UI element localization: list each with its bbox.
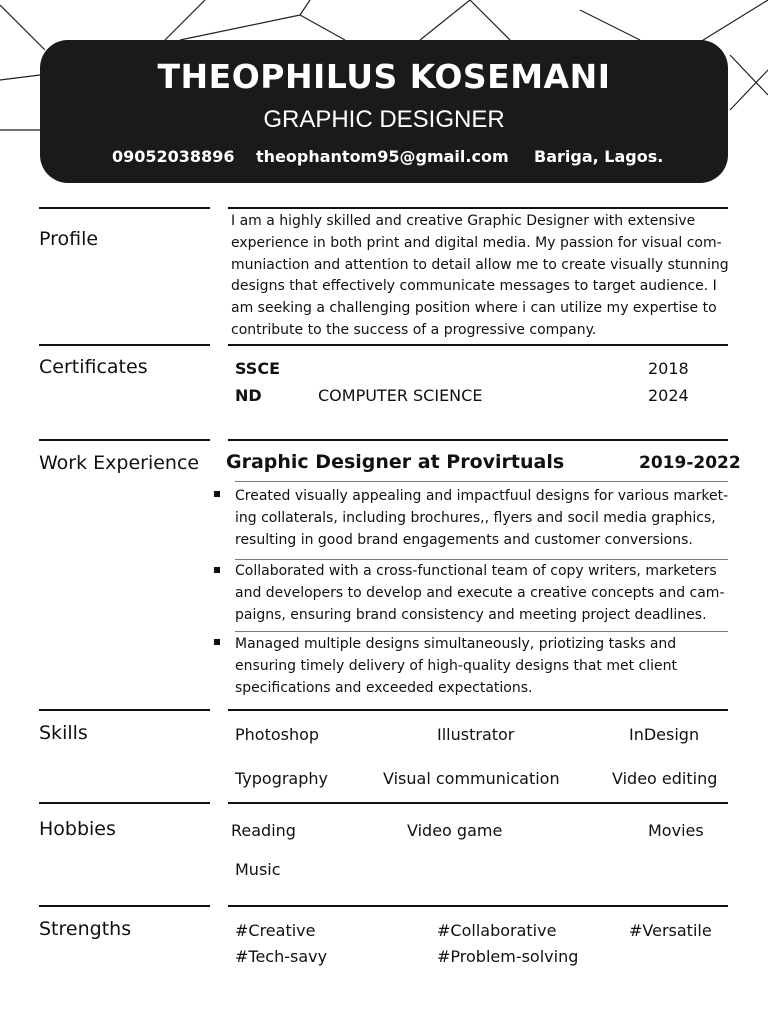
certificate-year: 2024 xyxy=(648,386,689,405)
section-divider xyxy=(228,802,728,804)
section-divider xyxy=(39,802,210,804)
certificate-year: 2018 xyxy=(648,359,689,378)
contact-phone: 09052038896 xyxy=(112,147,235,166)
skill-item: Photoshop xyxy=(235,725,320,744)
contact-location: Bariga, Lagos. xyxy=(534,147,664,166)
section-divider xyxy=(228,905,728,907)
job-bullet: Managed multiple designs simultaneously, priotizing tasks and ensuring timely delivery of high-quality designs that met client specifications and exceeded expectations. xyxy=(235,636,678,696)
hobby-item: Music xyxy=(235,860,281,879)
section-divider xyxy=(228,344,728,346)
skill-item: Typography xyxy=(235,769,328,788)
strength-item: #Tech-savy xyxy=(235,947,328,966)
skill-item: Video editing xyxy=(612,769,718,788)
section-label-profile: Profile xyxy=(39,228,99,250)
bullet-square-icon xyxy=(214,567,220,573)
job-position: Graphic Designer at Provirtuals xyxy=(226,451,565,473)
job-divider xyxy=(235,481,728,482)
bullet-square-icon xyxy=(214,491,220,497)
job-title-heading: GRAPHIC DESIGNER xyxy=(263,106,505,133)
section-label-skills: Skills xyxy=(39,722,88,744)
section-divider xyxy=(39,207,210,209)
skill-item: Visual communication xyxy=(383,769,560,788)
section-divider xyxy=(228,439,728,441)
skill-item: Illustrator xyxy=(437,725,515,744)
hobby-item: Reading xyxy=(231,821,296,840)
hobby-item: Video game xyxy=(407,821,503,840)
section-divider xyxy=(228,207,728,209)
hobby-item: Movies xyxy=(648,821,704,840)
section-divider xyxy=(39,344,210,346)
contact-email: theophantom95@gmail.com xyxy=(256,147,509,166)
section-label-work-experience: Work Experience xyxy=(39,452,200,474)
certificate-name: SSCE xyxy=(235,359,280,378)
bullet-divider xyxy=(235,631,728,632)
section-divider xyxy=(228,709,728,711)
job-bullet: Collaborated with a cross-functional team of copy writers, marketers and developers to develop and execute a creative concepts and cam-paigns, ensuring brand consistency and meeting project deadlines. xyxy=(235,563,725,623)
job-years: 2019-2022 xyxy=(639,453,741,473)
strength-item: #Collaborative xyxy=(437,921,557,940)
bullet-divider xyxy=(235,559,728,560)
skill-item: InDesign xyxy=(629,725,700,744)
strength-item: #Creative xyxy=(235,921,316,940)
resume-header xyxy=(40,40,728,183)
section-divider xyxy=(39,709,210,711)
job-bullet: Created visually appealing and impactfuul designs for various market-ing collaterals, including brochures,, flyers and socil media graphics, resulting in good brand engagements and customer conversions. xyxy=(235,488,729,548)
certificate-name: ND xyxy=(235,386,262,405)
section-label-strengths: Strengths xyxy=(39,918,132,940)
section-label-certificates: Certificates xyxy=(39,356,148,378)
section-divider xyxy=(39,905,210,907)
certificate-field: COMPUTER SCIENCE xyxy=(318,386,483,405)
strength-item: #Versatile xyxy=(629,921,712,940)
profile-text: I am a highly skilled and creative Graphic Designer with extensive experience in both print and digital media. My passion for visual com-muniaction and attention to detail allow me to create visually stunning designs that effectively communicate messages to target audience. I am seeking a challenging position where i can utilize my expertise to contribute to the success of a progressive company. xyxy=(231,213,729,338)
section-label-hobbies: Hobbies xyxy=(39,818,116,840)
bullet-square-icon xyxy=(214,639,220,645)
section-divider xyxy=(39,439,210,441)
strength-item: #Problem-solving xyxy=(437,947,579,966)
candidate-name: THEOPHILUS KOSEMANI xyxy=(157,57,611,96)
